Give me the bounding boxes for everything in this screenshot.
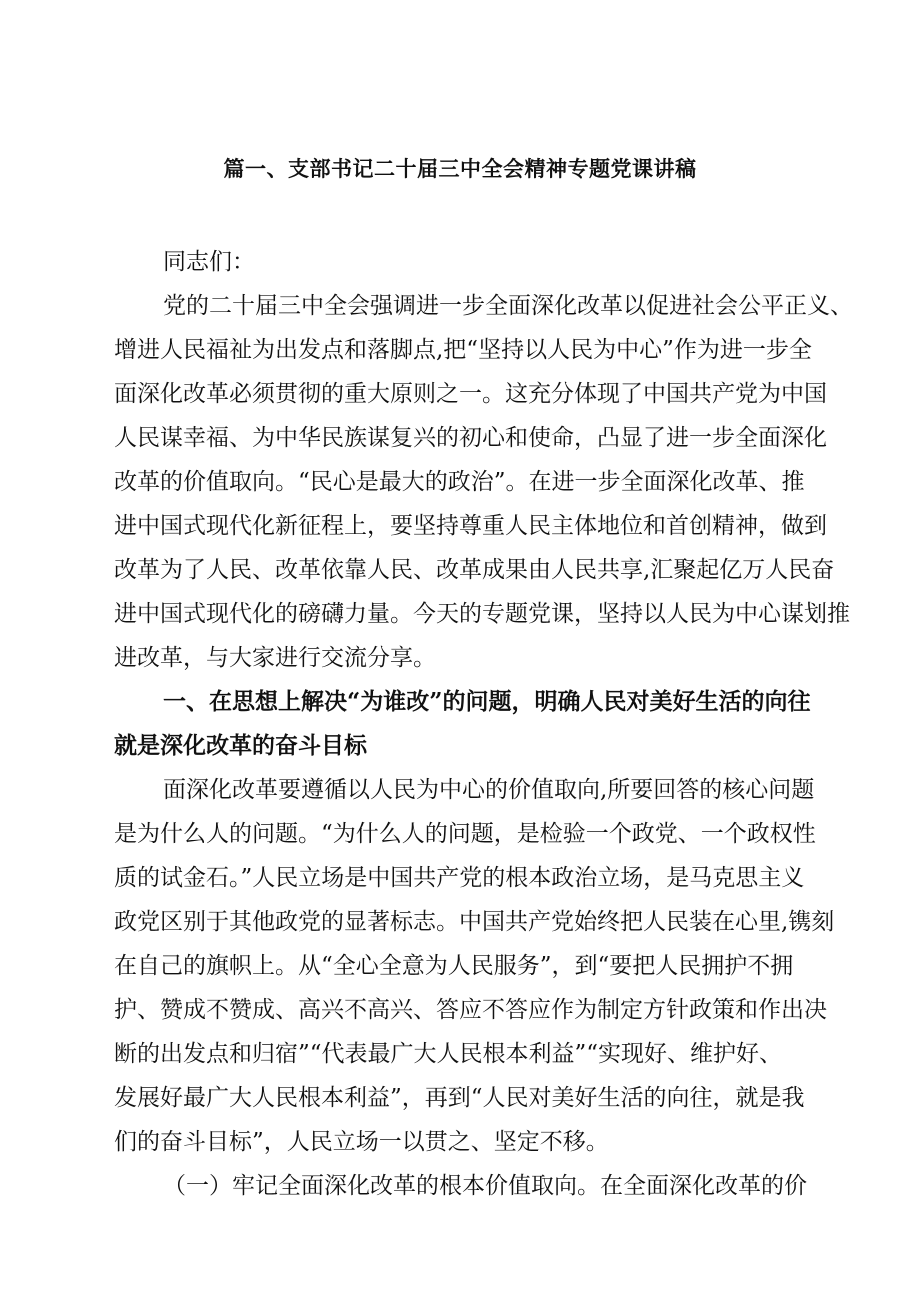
paragraph-line: 改革为了人民、改革依靠人民、改革成果由人民共享,汇聚起亿万人民奋	[114, 557, 835, 583]
paragraph-line: 党的二十届三中全会强调进一步全面深化改革以促进社会公平正义、	[163, 293, 853, 319]
paragraph-line: 改革的价值取向。“民心是最大的政治”。在进一步全面深化改革、推	[114, 469, 805, 495]
heading-line: 就是深化改革的奋斗目标	[114, 732, 367, 759]
paragraph-line: 面深化改革要遵循以人民为中心的价值取向,所要回答的核心问题	[163, 777, 815, 803]
greeting: 同志们：	[163, 249, 255, 275]
paragraph-line: 增进人民福祉为出发点和落脚点,把“坚持以人民为中心”作为进一步全	[114, 337, 812, 363]
paragraph-line: 进改革，与大家进行交流分享。	[114, 645, 436, 671]
paragraph-line: 质的试金石。”人民立场是中国共产党的根本政治立场，是马克思主义	[114, 865, 805, 891]
paragraph-line: 面深化改革必须贯彻的重大原则之一。这充分体现了中国共产党为中国	[114, 381, 827, 407]
paragraph-line: 在自己的旗帜上。从“全心全意为人民服务”，到“要把人民拥护不拥	[114, 953, 794, 979]
paragraph-line: 断的出发点和归宿”“代表最广大人民根本利益”“实现好、维护好、	[114, 1041, 783, 1067]
paragraph-line: 进中国式现代化的磅礴力量。今天的专题党课，坚持以人民为中心谋划推	[114, 601, 850, 627]
paragraph-line: 护、赞成不赞成、高兴不高兴、答应不答应作为制定方针政策和作出决	[114, 997, 827, 1023]
heading-line: 一、在思想上解决“为谁改”的问题，明确人民对美好生活的向往	[163, 688, 811, 715]
subsection-line: （一）牢记全面深化改革的根本价值取向。在全面深化改革的价	[163, 1173, 807, 1199]
paragraph-line: 们的奋斗目标”，人民立场一以贯之、坚定不移。	[114, 1129, 609, 1155]
paragraph-line: 是为什么人的问题。“为什么人的问题，是检验一个政党、一个政权性	[114, 821, 816, 847]
paragraph-line: 人民谋幸福、为中华民族谋复兴的初心和使命，凸显了进一步全面深化	[114, 425, 827, 451]
paragraph-line: 政党区别于其他政党的显著标志。中国共产党始终把人民装在心里,镌刻	[114, 909, 835, 935]
paragraph-line: 进中国式现代化新征程上，要坚持尊重人民主体地位和首创精神，做到	[114, 513, 827, 539]
document-title: 篇一、支部书记二十届三中全会精神专题党课讲稿	[223, 156, 697, 181]
paragraph-line: 发展好最广大人民根本利益”，再到“人民对美好生活的向往，就是我	[114, 1085, 805, 1111]
